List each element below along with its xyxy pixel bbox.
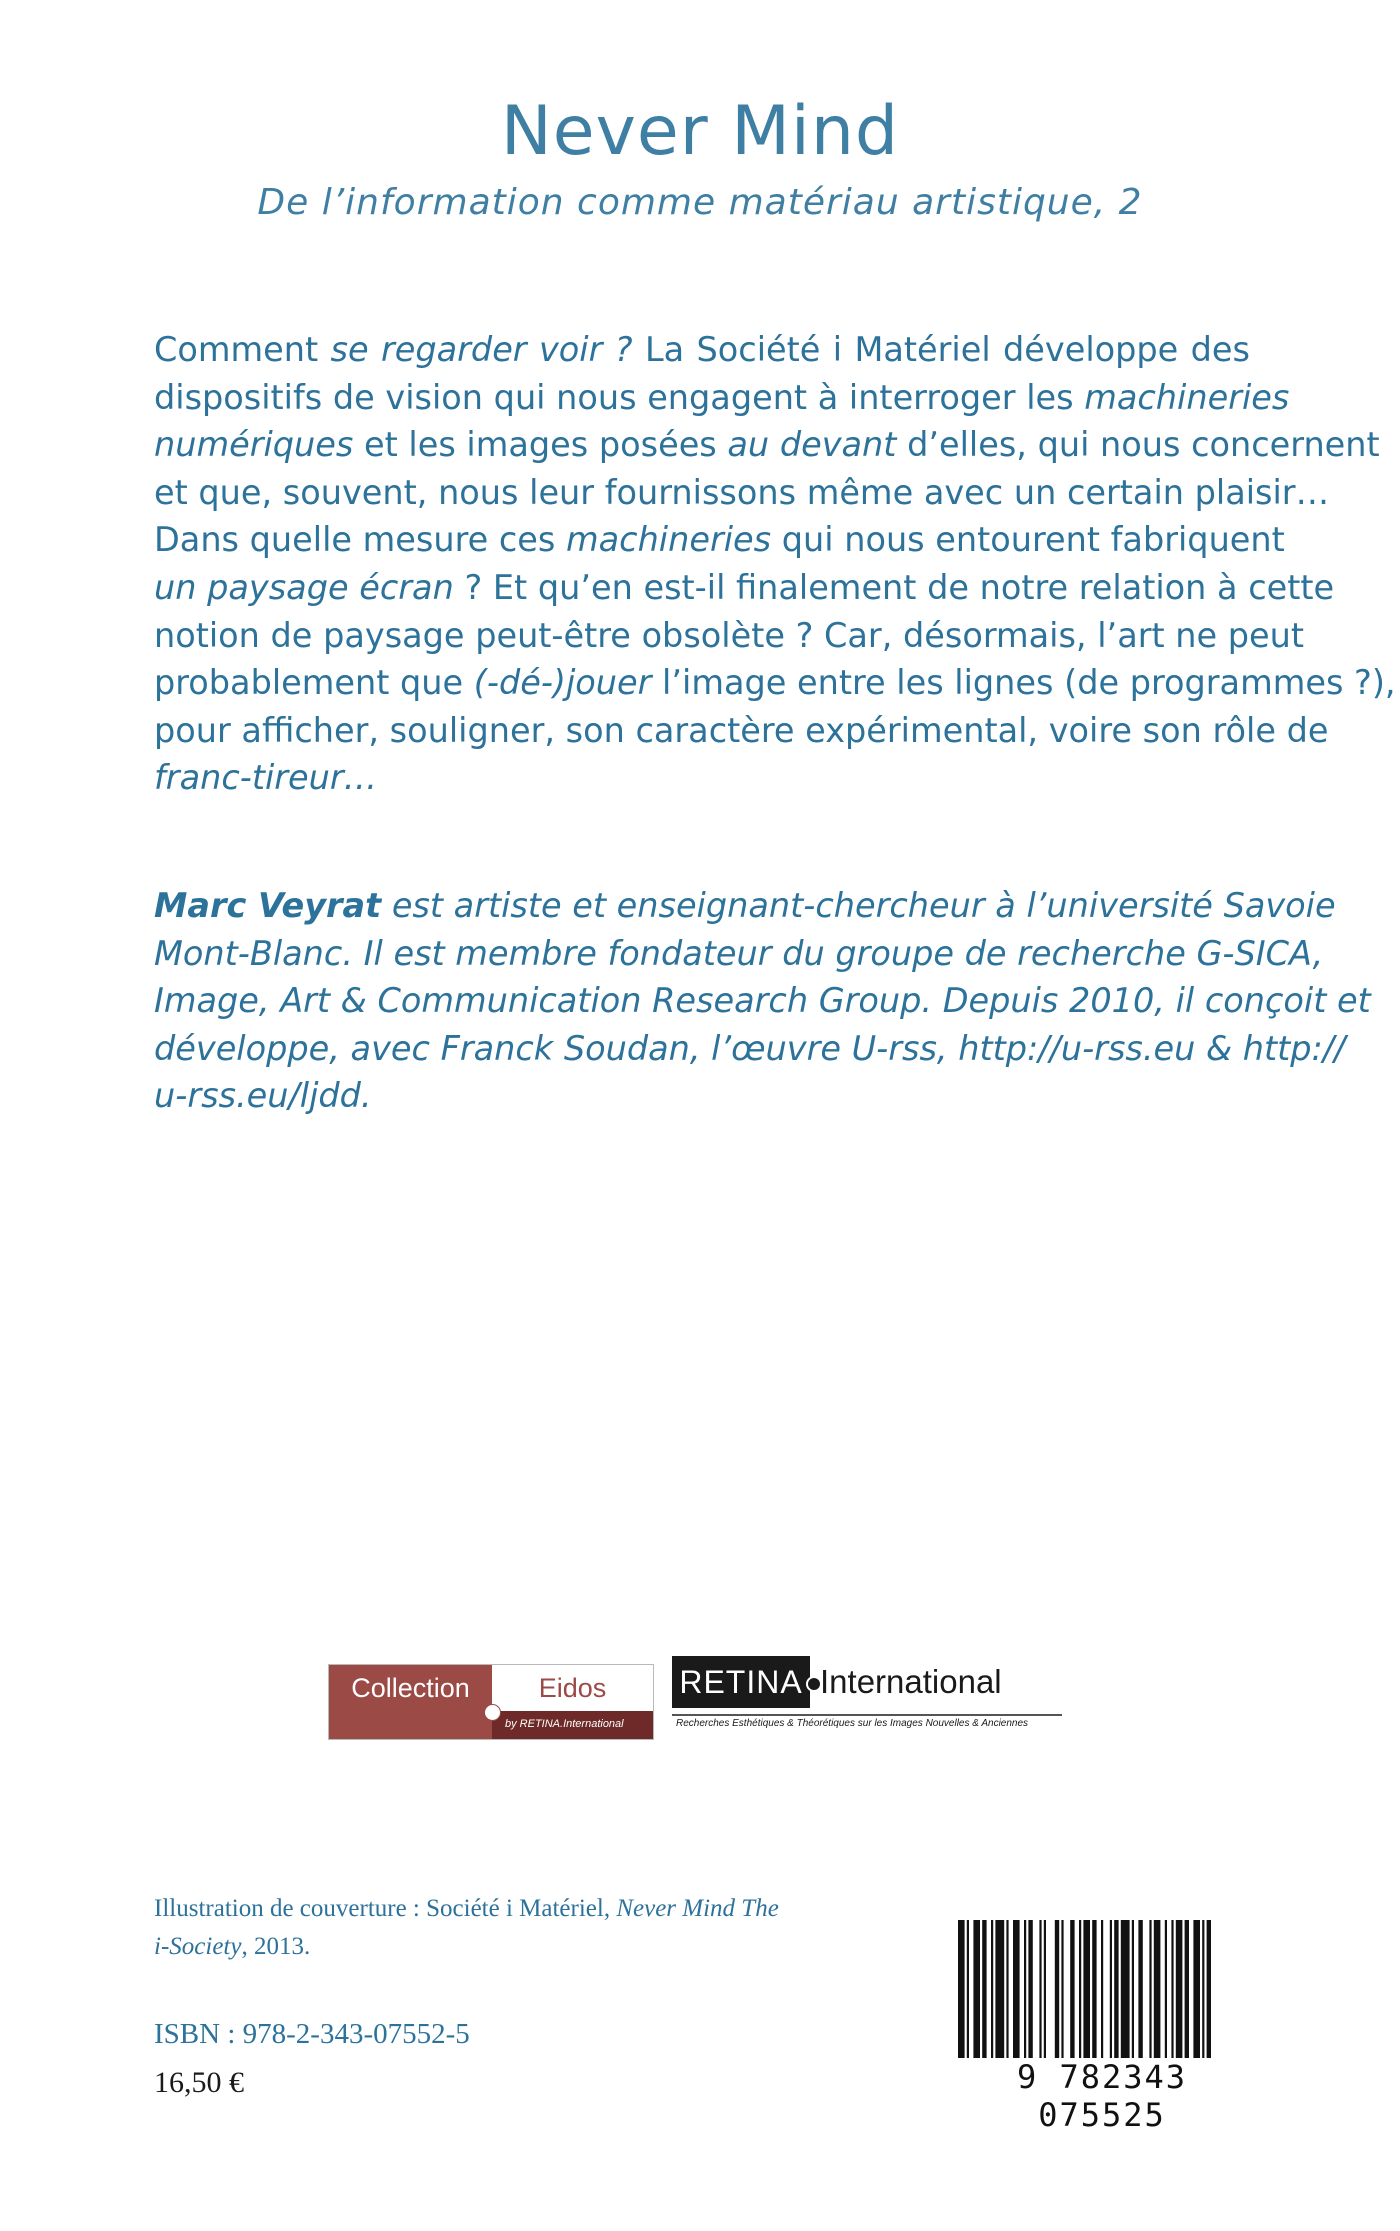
barcode-bar — [1171, 1920, 1173, 2058]
barcode-bar — [1079, 1920, 1081, 2058]
price: 16,50 € — [154, 2066, 244, 2099]
bio-line: u-rss.eu/ljdd. — [154, 1076, 372, 1116]
blurb-line: pour afficher, souligner, son caractère expérimental, voire son rôle de — [154, 710, 1329, 750]
barcode-bar — [1121, 1920, 1130, 2058]
isbn: ISBN : 978-2-343-07552-5 — [154, 2018, 470, 2050]
barcode-bar — [1092, 1920, 1096, 2058]
bio-line: Marc Veyrat est artiste et enseignant-chercheur à l’université Savoie — [154, 886, 1336, 925]
author-bio — [154, 882, 1371, 1120]
barcode-bar — [1024, 1920, 1026, 2058]
retina-label: RETINA — [672, 1656, 810, 1708]
barcode-bar — [1055, 1920, 1059, 2058]
blurb-line: franc-tireur… — [154, 758, 378, 798]
logo-dot-icon — [484, 1704, 501, 1721]
barcode-bar — [991, 1920, 993, 2058]
collection-eidos-logo — [328, 1664, 654, 1740]
barcode-bar — [1176, 1920, 1183, 2058]
retina-tagline: Recherches Esthétiques & Théorétiques sur les Images Nouvelles & Anciennes — [676, 1718, 1029, 1729]
barcode-bar — [1132, 1920, 1134, 2058]
blurb-line: Dans quelle mesure ces machineries qui nous entourent fabriquent — [154, 520, 1285, 560]
barcode-digits: 9 782343 075525 — [952, 2058, 1252, 2134]
barcode-bar — [1207, 1920, 1211, 2070]
barcode-bar — [995, 1920, 1004, 2058]
barcode-bar — [1138, 1920, 1142, 2058]
collection-label: Collection — [329, 1665, 492, 1711]
barcode-bar — [1006, 1920, 1008, 2058]
barcode-bar — [982, 1920, 986, 2058]
barcode-bar — [1044, 1920, 1046, 2058]
collection-by-label: by RETINA.International — [505, 1718, 624, 1730]
blurb-line: un paysage écran ? Et qu’en est-il finalement de notre relation à cette — [154, 567, 1335, 607]
bio-line: développe, avec Franck Soudan, l’œuvre U-rss, http://u-rss.eu & http:// — [154, 1028, 1346, 1068]
barcode-bar — [1039, 1920, 1041, 2058]
barcode-bar — [1185, 1920, 1189, 2058]
barcode-bar — [1193, 1920, 1200, 2058]
blurb-line: dispositifs de vision qui nous engagent à interroger les machineries — [154, 377, 1290, 417]
barcode-bar — [1202, 1920, 1204, 2058]
blurb-line: numériques et les images posées au devant d’elles, qui nous concernent — [154, 425, 1380, 465]
page-subtitle: De l’information comme matériau artistique, 2 — [257, 182, 1143, 223]
blurb-line: et que, souvent, nous leur fournissons même avec un certain plaisir… — [154, 472, 1330, 512]
author-name: Marc Veyrat — [154, 886, 382, 925]
barcode — [952, 1920, 1252, 2134]
barcode-bar — [1028, 1920, 1032, 2058]
barcode-bar — [967, 1920, 969, 2070]
retina-international-logo — [672, 1656, 1062, 1736]
page-title: Never Mind — [500, 92, 900, 171]
barcode-bar — [1101, 1920, 1103, 2058]
international-label: International — [820, 1663, 1002, 1700]
barcode-bar — [1114, 1920, 1118, 2058]
barcode-bar — [1013, 1920, 1020, 2058]
barcode-bar — [1061, 1920, 1063, 2058]
barcode-bar — [973, 1920, 980, 2058]
blurb-line: probablement que (-dé-)jouer l’image entre les lignes (de programmes ?), — [154, 663, 1396, 703]
barcode-bar — [1083, 1920, 1090, 2070]
cover-illustration-credit: Illustration de couverture : Société i Matériel, Never Mind The i-Society, 2013. — [154, 1895, 779, 1960]
barcode-bar — [1070, 1920, 1074, 2058]
barcode-bar — [1149, 1920, 1151, 2058]
barcode-bar — [1110, 1920, 1112, 2058]
blurb-line: notion de paysage peut-être obsolète ? Car, désormais, l’art ne peut — [154, 615, 1305, 655]
bio-line: Mont-Blanc. Il est membre fondateur du groupe de recherche G-SICA, — [154, 933, 1324, 973]
blurb-line: Comment se regarder voir ? La Société i Matériel développe des — [154, 330, 1250, 369]
barcode-bar — [1154, 1920, 1161, 2058]
eidos-label: Eidos — [538, 1673, 607, 1703]
barcode-bar — [1165, 1920, 1167, 2058]
barcode-bar — [958, 1920, 965, 2070]
bio-line: Image, Art & Communication Research Group. Depuis 2010, il conçoit et — [154, 981, 1371, 1021]
blurb-paragraph — [154, 326, 1396, 802]
